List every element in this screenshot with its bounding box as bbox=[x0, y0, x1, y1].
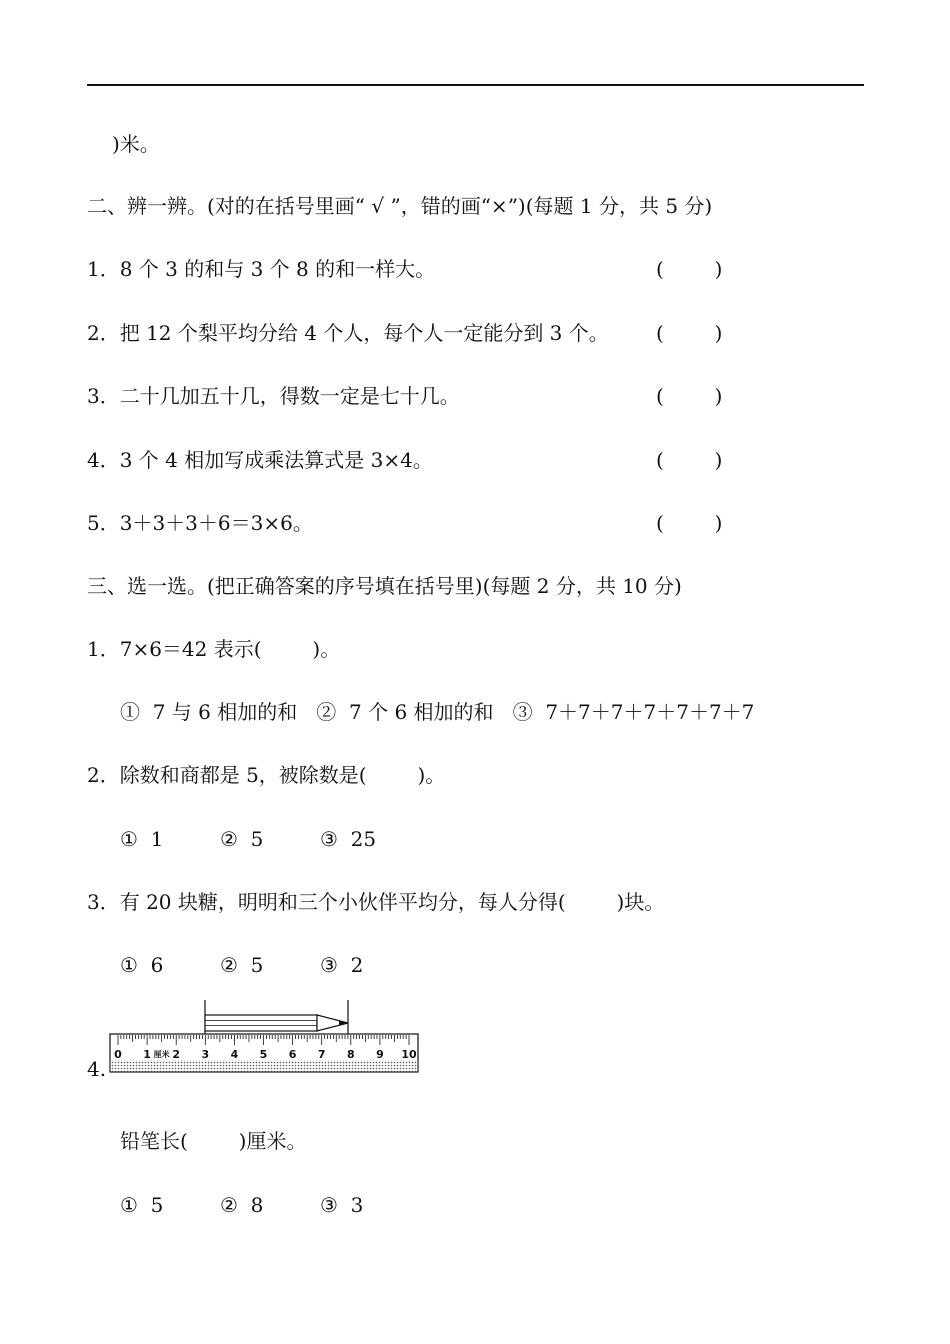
judge-item-5: 5．3＋3＋3＋6＝3×6。 bbox=[87, 511, 313, 535]
judge-item-3: 3．二十几加五十几，得数一定是七十几。 bbox=[87, 384, 460, 408]
judge-item-2: 2．把 12 个梨平均分给 4 个人，每个人一定能分到 3 个。 bbox=[87, 321, 609, 345]
choice-q4-number: 4. bbox=[87, 1057, 107, 1081]
ruler-label: 7 bbox=[317, 1048, 326, 1061]
ruler-label: 4 bbox=[230, 1048, 239, 1061]
section2-heading: 二、辨一辨。(对的在括号里画“ √ ”，错的画“×”)(每题 1 分，共 5 分) bbox=[87, 194, 713, 218]
choice-q4-option-a[interactable]: ① 5 bbox=[120, 1193, 164, 1217]
judge-item-4: 4．3 个 4 相加写成乘法算式是 3×4。 bbox=[87, 448, 433, 472]
pencil-icon bbox=[205, 1015, 348, 1031]
ruler-label: 1 bbox=[143, 1048, 151, 1061]
choice-q3-option-b[interactable]: ② 5 bbox=[220, 953, 264, 977]
ruler-label: 8 bbox=[346, 1048, 355, 1061]
choice-q4-option-c[interactable]: ③ 3 bbox=[320, 1193, 364, 1217]
choice-q2-option-c[interactable]: ③ 25 bbox=[320, 827, 377, 851]
choice-q4-option-b[interactable]: ② 8 bbox=[220, 1193, 264, 1217]
choice-q1: 1．7×6＝42 表示( )。 bbox=[87, 637, 341, 661]
ruler-unit-label: 厘米 bbox=[153, 1050, 170, 1059]
choice-q1-options[interactable]: ① 7 与 6 相加的和 ② 7 个 6 相加的和 ③ 7＋7＋7＋7＋7＋7＋7 bbox=[120, 700, 755, 724]
top-rule bbox=[87, 84, 864, 86]
ruler-label: 5 bbox=[259, 1048, 268, 1061]
judge-answer-bracket-5[interactable]: ( ) bbox=[656, 511, 723, 535]
choice-q3-option-a[interactable]: ① 6 bbox=[120, 953, 164, 977]
judge-answer-bracket-4[interactable]: ( ) bbox=[656, 448, 723, 472]
ruler-label: 10 bbox=[401, 1048, 417, 1061]
continuation-text: )米。 bbox=[112, 132, 160, 156]
choice-q2-option-b[interactable]: ② 5 bbox=[220, 827, 264, 851]
choice-q2: 2．除数和商都是 5，被除数是( )。 bbox=[87, 763, 446, 787]
judge-answer-bracket-2[interactable]: ( ) bbox=[656, 321, 723, 345]
ruler-label: 9 bbox=[376, 1048, 384, 1061]
choice-q2-option-a[interactable]: ① 1 bbox=[120, 827, 164, 851]
choice-q3: 3．有 20 块糖，明明和三个小伙伴平均分，每人分得( )块。 bbox=[87, 890, 665, 914]
judge-item-1: 1．8 个 3 的和与 3 个 8 的和一样大。 bbox=[87, 257, 436, 281]
ruler-icon bbox=[110, 1034, 418, 1072]
judge-answer-bracket-1[interactable]: ( ) bbox=[656, 257, 723, 281]
judge-answer-bracket-3[interactable]: ( ) bbox=[656, 384, 723, 408]
ruler-label: 2 bbox=[172, 1048, 181, 1061]
choice-q3-option-c[interactable]: ③ 2 bbox=[320, 953, 364, 977]
ruler-label: 6 bbox=[288, 1048, 297, 1061]
ruler-pencil-figure bbox=[108, 998, 422, 1074]
choice-q4: 铅笔长( )厘米。 bbox=[120, 1129, 307, 1153]
ruler-label: 0 bbox=[114, 1048, 122, 1061]
section3-heading: 三、选一选。(把正确答案的序号填在括号里)(每题 2 分，共 10 分) bbox=[87, 574, 682, 598]
ruler-label: 3 bbox=[201, 1048, 210, 1061]
